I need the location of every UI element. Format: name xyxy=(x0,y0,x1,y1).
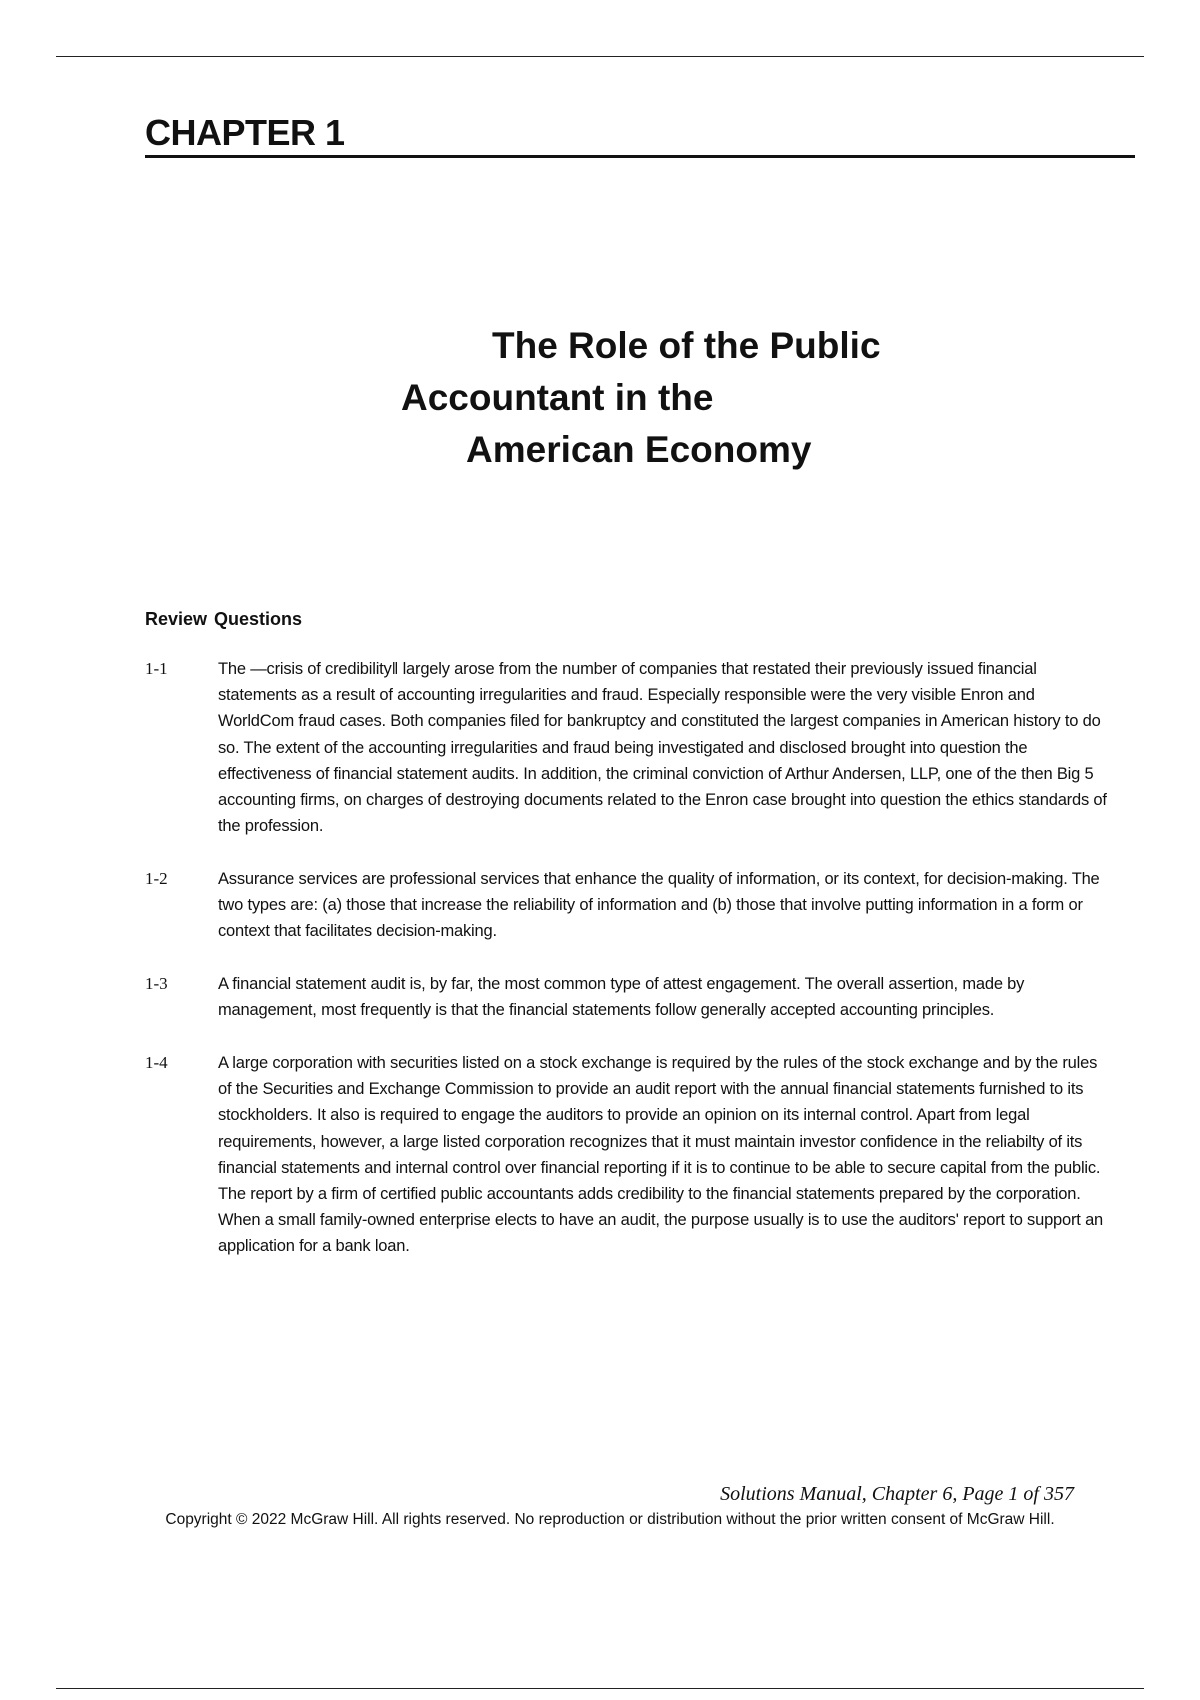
question-answer-text: Assurance services are professional services that enhance the quality of information, or its context, for decision-making. The two types are: (a) those that increase the reliability of information and (b) those that involve putting information in a form or context that facilitates decision-making. xyxy=(218,870,1100,941)
question-answer-text: The ―crisis of credibility‖ largely arose from the number of companies that restated their previously issued financial statements as a result of accounting irregularities and fraud. Especially responsible were the very visible Enron and WorldCom fraud cases. Both companies filed for bankruptcy and constituted the largest companies in American history to do so. The extent of the accounting irregularities and fraud being investigated and disclosed brought into question the effectiveness of financial statement audits. In addition, the criminal conviction of Arthur Andersen, LLP, one of the then Big 5 accounting firms, on charges of destroying documents related to the Enron case brought into question the ethics standards of the profession. xyxy=(218,660,1107,836)
bottom-rule xyxy=(56,1688,1144,1689)
chapter-heading: CHAPTER 1 xyxy=(145,112,1135,158)
question-answer-text: A large corporation with securities listed on a stock exchange is required by the rules of the stock exchange and by the rules of the Securities and Exchange Commission to provide an audit report with the annual financial statements furnished to its stockholders. It also is required to engage the auditors to provide an opinion on its internal control. Apart from legal requirements, however, a large listed corporation recognizes that it must maintain investor confidence in the reliabilty of its financial statements and internal control over financial reporting if it is to continue to be able to secure capital from the public. The report by a firm of certified public accountants adds credibility to the financial statements prepared by the corporation. When a small family-owned enterprise elects to have an audit, the purpose usually is to use the auditors' report to support an application for a bank loan. xyxy=(218,1054,1104,1256)
chapter-title-line-2: Accountant in the xyxy=(401,377,714,418)
question-number: 1-3 xyxy=(145,974,168,993)
section-heading: Review Questions xyxy=(145,609,303,629)
question-number: 1-1 xyxy=(145,659,168,678)
question-number: 1-2 xyxy=(145,869,168,888)
chapter-title-line-3: American Economy xyxy=(466,429,812,470)
question-number: 1-4 xyxy=(145,1053,168,1072)
footer-page-reference: Solutions Manual, Chapter 6, Page 1 of 357 xyxy=(720,1483,1074,1505)
question-answer-text: A financial statement audit is, by far, the most common type of attest engagement. The overall assertion, made by management, most frequently is that the financial statements follow generally accepted accounting principles. xyxy=(218,975,1025,1020)
footer-copyright: Copyright © 2022 McGraw Hill. All rights reserved. No reproduction or distribution without the prior written consent of McGraw Hill. xyxy=(165,1511,1055,1528)
chapter-title-line-1: The Role of the Public xyxy=(492,325,881,366)
top-rule xyxy=(56,56,1144,57)
